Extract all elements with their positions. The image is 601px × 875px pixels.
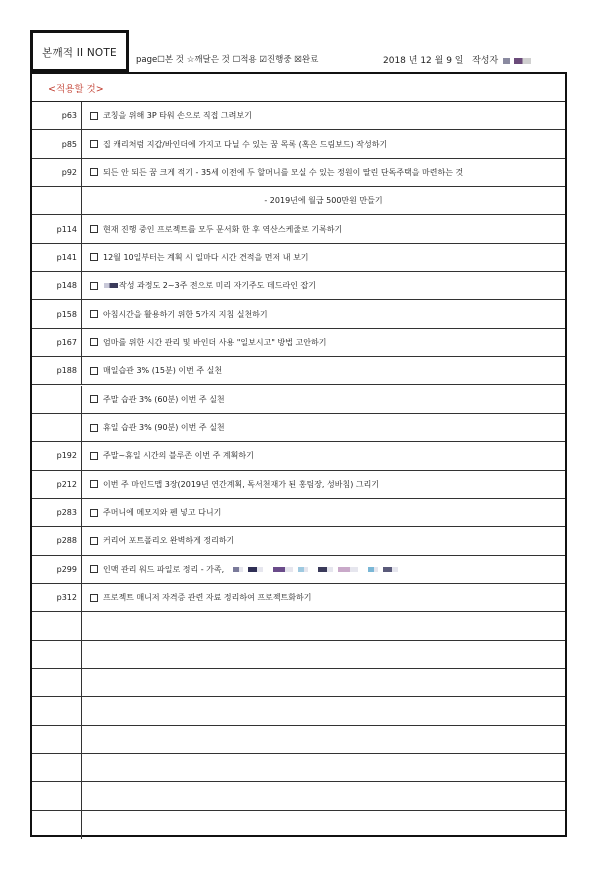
checkbox-icon[interactable] bbox=[90, 367, 98, 375]
table-row bbox=[32, 272, 565, 300]
row-content bbox=[90, 527, 561, 554]
redacted-text bbox=[298, 567, 308, 572]
row-content bbox=[90, 499, 561, 526]
table-row bbox=[32, 357, 565, 385]
redacted-text bbox=[104, 283, 118, 288]
row-page: p92 bbox=[32, 159, 82, 186]
checkbox-icon[interactable] bbox=[90, 509, 98, 517]
row-text: 이번 주 마인드맵 3장(2019년 연간계획, 독서천재가 된 홍팀장, 성바침) 그리기 bbox=[103, 479, 380, 489]
row-page: p148 bbox=[32, 272, 82, 299]
notes-sheet bbox=[30, 72, 567, 837]
row-content bbox=[90, 272, 561, 299]
row-page bbox=[32, 782, 82, 809]
row-page bbox=[32, 414, 82, 441]
row-text: 휴일 습관 3% (90분) 이번 주 실천 bbox=[103, 423, 225, 433]
row-page: p288 bbox=[32, 527, 82, 554]
checkbox-x-icon: ☒ bbox=[294, 55, 302, 65]
legend-done: 완료 bbox=[301, 55, 319, 65]
row-page: p63 bbox=[32, 102, 82, 129]
row-page bbox=[32, 641, 82, 668]
row-page bbox=[32, 754, 82, 781]
row-text: 주머니에 메모지와 펜 넣고 다니기 bbox=[103, 508, 222, 518]
redacted-text bbox=[273, 567, 293, 572]
star-icon: ☆ bbox=[186, 55, 195, 65]
row-text: 매일습관 3% (15분) 이번 주 실천 bbox=[103, 366, 223, 376]
redacted-text bbox=[248, 567, 263, 572]
table-row bbox=[32, 159, 565, 187]
checkbox-icon[interactable] bbox=[90, 310, 98, 318]
table-row bbox=[32, 471, 565, 499]
table-row bbox=[32, 527, 565, 555]
checkbox-icon[interactable] bbox=[90, 253, 98, 261]
table-row bbox=[32, 329, 565, 357]
row-content bbox=[90, 300, 561, 327]
checkbox-icon[interactable] bbox=[90, 452, 98, 460]
legend bbox=[136, 53, 318, 65]
table-row bbox=[32, 726, 565, 754]
row-page: p141 bbox=[32, 244, 82, 271]
row-text: 집 캐리처럼 지갑/바인더에 가지고 다닐 수 있는 꿈 목록 (혹은 드림보드) 작성하기 bbox=[103, 139, 388, 149]
row-page bbox=[32, 697, 82, 724]
row-content bbox=[90, 159, 561, 186]
row-page: p114 bbox=[32, 215, 82, 242]
table-row bbox=[32, 669, 565, 697]
checkbox-icon[interactable] bbox=[90, 537, 98, 545]
row-text: 엄마를 위한 시간 관리 및 바인더 사용 "일보시고" 방법 고안하기 bbox=[103, 337, 327, 347]
row-page bbox=[32, 612, 82, 639]
row-content bbox=[90, 130, 561, 157]
row-text: 주말 습관 3% (60분) 이번 주 실천 bbox=[103, 394, 225, 404]
row-text: 12월 10일부터는 계획 시 일마다 시간 견적을 먼저 내 보기 bbox=[103, 252, 309, 262]
row-content bbox=[90, 329, 561, 356]
section-title: <적용할 것> bbox=[48, 84, 104, 95]
checkbox-icon[interactable] bbox=[90, 168, 98, 176]
row-text: 되든 안 되든 꿈 크게 적기 - 35세 이전에 두 할머니를 모실 수 있는 정원이 딸린 단독주택을 마련하는 것 bbox=[103, 167, 464, 177]
redacted-text bbox=[318, 567, 333, 572]
row-content bbox=[90, 102, 561, 129]
table-row bbox=[32, 811, 565, 839]
row-page: p312 bbox=[32, 584, 82, 611]
date-author-line bbox=[383, 53, 531, 66]
legend-page: page bbox=[136, 55, 158, 65]
table-row bbox=[32, 754, 565, 782]
legend-progress: 진행중 bbox=[266, 55, 292, 65]
table-row bbox=[32, 782, 565, 810]
row-text: 아침시간을 활용하기 위한 5가지 지침 실천하기 bbox=[103, 309, 268, 319]
redacted-text bbox=[383, 567, 398, 572]
row-page bbox=[32, 669, 82, 696]
row-text: 코칭을 위해 3P 타워 손으로 직접 그려보기 bbox=[103, 111, 252, 121]
legend-apply: 적용 bbox=[240, 55, 257, 65]
row-content bbox=[90, 386, 561, 413]
redacted-text bbox=[233, 567, 243, 572]
table-row bbox=[32, 499, 565, 527]
row-text: 프로젝트 매니저 자격증 관련 자료 정리하여 프로젝트화하기 bbox=[103, 593, 312, 603]
checkbox-empty-icon: ☐ bbox=[232, 55, 241, 65]
row-page: p283 bbox=[32, 499, 82, 526]
table-row bbox=[32, 556, 565, 584]
table-row bbox=[32, 244, 565, 272]
row-page bbox=[32, 187, 82, 214]
row-page: p192 bbox=[32, 442, 82, 469]
note-title-box bbox=[30, 30, 129, 72]
row-content bbox=[90, 244, 561, 271]
row-text: - 2019년에 월급 500만원 만들기 bbox=[264, 196, 383, 206]
row-page: p167 bbox=[32, 329, 82, 356]
checkbox-icon[interactable] bbox=[90, 565, 98, 573]
checkbox-icon[interactable] bbox=[90, 338, 98, 346]
table-row bbox=[32, 130, 565, 158]
row-content bbox=[90, 414, 561, 441]
row-content bbox=[90, 357, 561, 384]
row-text: 작성 과정도 2~3주 전으로 미리 자기주도 데드라인 잡기 bbox=[119, 281, 316, 291]
table-row bbox=[32, 584, 565, 612]
row-content bbox=[90, 584, 561, 611]
row-text: 현재 진행 중인 프로젝트를 모두 문서화 한 후 역산스케줄로 기록하기 bbox=[103, 224, 343, 234]
table-row bbox=[32, 442, 565, 470]
table-row bbox=[32, 612, 565, 640]
row-content bbox=[82, 187, 565, 214]
row-text: 주말~휴일 시간의 블루존 이번 주 계획하기 bbox=[103, 451, 254, 461]
table-row bbox=[32, 697, 565, 725]
row-text: 커리어 포트폴리오 완벽하게 정리하기 bbox=[103, 536, 235, 546]
row-text: 인맥 관리 워드 파일로 정리 - 가족, bbox=[103, 564, 225, 574]
checkbox-icon[interactable] bbox=[90, 594, 98, 602]
row-page: p212 bbox=[32, 471, 82, 498]
row-page bbox=[32, 811, 82, 839]
table-row bbox=[32, 300, 565, 328]
checkbox-icon[interactable] bbox=[90, 282, 98, 290]
row-content bbox=[90, 442, 561, 469]
table-row bbox=[32, 641, 565, 669]
row-content bbox=[90, 471, 561, 498]
row-page: p299 bbox=[32, 556, 82, 583]
row-page: p188 bbox=[32, 357, 82, 384]
redacted-text bbox=[368, 567, 378, 572]
checkbox-icon[interactable] bbox=[90, 225, 98, 233]
row-content bbox=[90, 556, 561, 583]
legend-seen: 본 것 bbox=[164, 55, 184, 65]
box-icon: ☐ bbox=[157, 55, 165, 65]
checkbox-icon[interactable] bbox=[90, 395, 98, 403]
table-row bbox=[32, 187, 565, 215]
checkbox-icon[interactable] bbox=[90, 424, 98, 432]
row-page bbox=[32, 726, 82, 753]
row-content bbox=[90, 215, 561, 242]
redacted-name bbox=[503, 58, 531, 64]
checkbox-icon[interactable] bbox=[90, 140, 98, 148]
author-label: 작성자 bbox=[472, 56, 499, 66]
note-date: 2018 년 12 월 9 일 bbox=[383, 56, 464, 66]
row-page bbox=[32, 386, 82, 413]
section-header bbox=[32, 74, 565, 102]
checkbox-check-icon: ☑ bbox=[259, 55, 267, 65]
table-row bbox=[32, 414, 565, 442]
table-row bbox=[32, 102, 565, 130]
checkbox-icon[interactable] bbox=[90, 480, 98, 488]
row-page: p85 bbox=[32, 130, 82, 157]
checkbox-icon[interactable] bbox=[90, 112, 98, 120]
note-title: 본깨적 II NOTE bbox=[42, 47, 117, 59]
row-page: p158 bbox=[32, 300, 82, 327]
table-row bbox=[32, 215, 565, 243]
legend-realized: 깨달은 것 bbox=[194, 55, 230, 65]
redacted-text bbox=[338, 567, 358, 572]
table-row bbox=[32, 386, 565, 414]
